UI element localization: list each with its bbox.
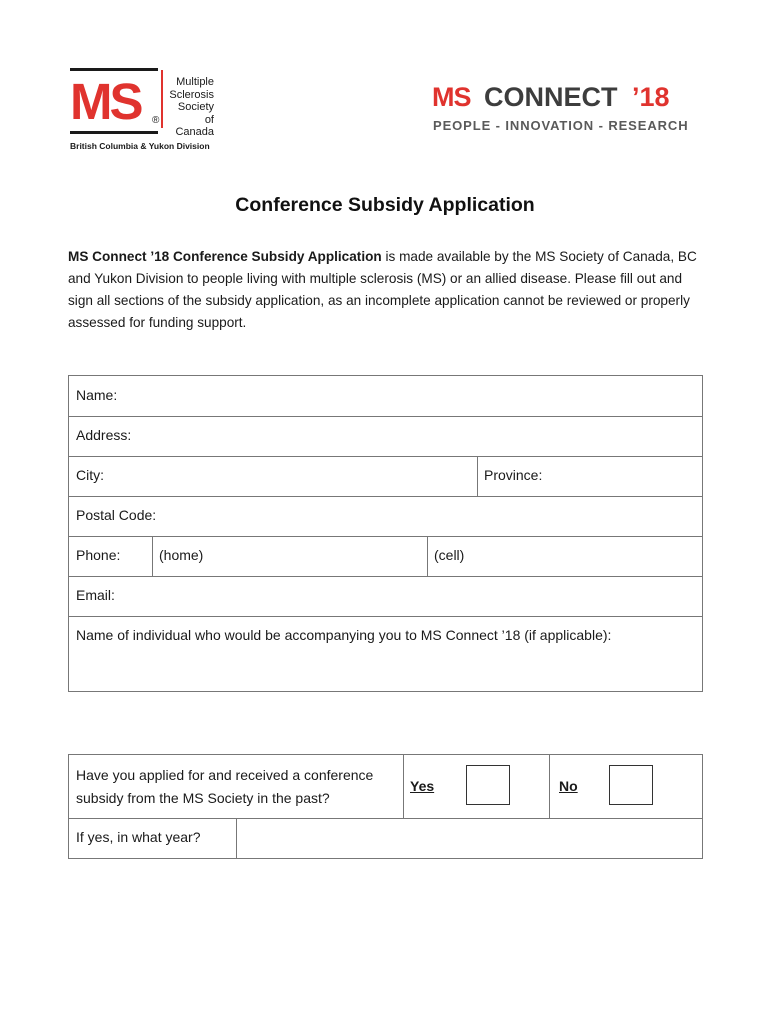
province-label: Province: — [484, 467, 543, 483]
ms-society-logo — [70, 68, 220, 154]
yes-label: Yes — [410, 778, 435, 794]
registered-mark: ® — [152, 115, 160, 126]
intro-bold: MS Connect ’18 Conference Subsidy Application — [68, 249, 382, 264]
logo-name-line: Canada — [175, 126, 214, 138]
connect-ms: MS — [432, 82, 471, 112]
logo-bottom-bar — [70, 131, 158, 134]
no-label: No — [559, 778, 578, 794]
page-title: Conference Subsidy Application — [235, 194, 535, 216]
logo-divider — [161, 70, 163, 128]
logo-name-line: Society of — [177, 101, 214, 126]
email-label: Email: — [76, 587, 115, 603]
address-field[interactable] — [69, 416, 702, 456]
past-subsidy-question-cell — [69, 755, 403, 818]
email-field[interactable] — [69, 576, 702, 616]
postal-code-label: Postal Code: — [76, 507, 157, 523]
address-label: Address: — [76, 427, 132, 443]
ms-connect-logo — [432, 82, 694, 138]
phone-cell-label: (cell) — [434, 547, 465, 563]
phone-home-field[interactable] — [152, 536, 427, 576]
city-field[interactable] — [69, 456, 477, 496]
phone-label-cell — [69, 536, 152, 576]
connect-tagline: PEOPLE - INNOVATION - RESEARCH — [433, 118, 689, 133]
logo-name-line: Multiple — [176, 76, 214, 88]
yes-checkbox[interactable] — [466, 765, 510, 805]
phone-cell-field[interactable] — [427, 536, 702, 576]
year-field[interactable] — [236, 818, 702, 858]
logo-org-name — [166, 76, 214, 139]
subsidy-history-table — [68, 754, 703, 859]
connect-year: ’18 — [632, 82, 670, 112]
phone-label: Phone: — [76, 547, 121, 563]
intro-paragraph — [68, 246, 704, 334]
companion-label: Name of individual who would be accompanying you to MS Connect ’18 (if applicable): — [76, 627, 612, 643]
name-label: Name: — [76, 387, 118, 403]
logo-ms-letters: MS — [70, 73, 141, 130]
connect-word: CONNECT — [484, 82, 618, 112]
companion-field[interactable] — [69, 616, 702, 691]
year-label-cell — [69, 818, 236, 858]
no-checkbox[interactable] — [609, 765, 653, 805]
logo-name-line: Sclerosis — [169, 88, 214, 101]
past-subsidy-question: Have you applied for and received a conference subsidy from the MS Society in the past? — [76, 767, 374, 806]
province-field[interactable] — [477, 456, 702, 496]
intro-text: is made available by the MS Society of Canada, BC and Yukon Division to people living with multiple sclerosis (MS) or an allied disease. Please fill out and sign all sections of the subsidy application, as an incomplete application cannot be reviewed or properly assessed for funding support. — [68, 249, 697, 330]
applicant-info-table — [68, 375, 703, 692]
year-question: If yes, in what year? — [76, 829, 201, 845]
name-field[interactable] — [69, 376, 702, 416]
logo-division: British Columbia & Yukon Division — [70, 141, 210, 151]
phone-home-label: (home) — [159, 547, 204, 563]
city-label: City: — [76, 467, 104, 483]
logo-top-bar — [70, 68, 158, 71]
postal-code-field[interactable] — [69, 496, 702, 536]
